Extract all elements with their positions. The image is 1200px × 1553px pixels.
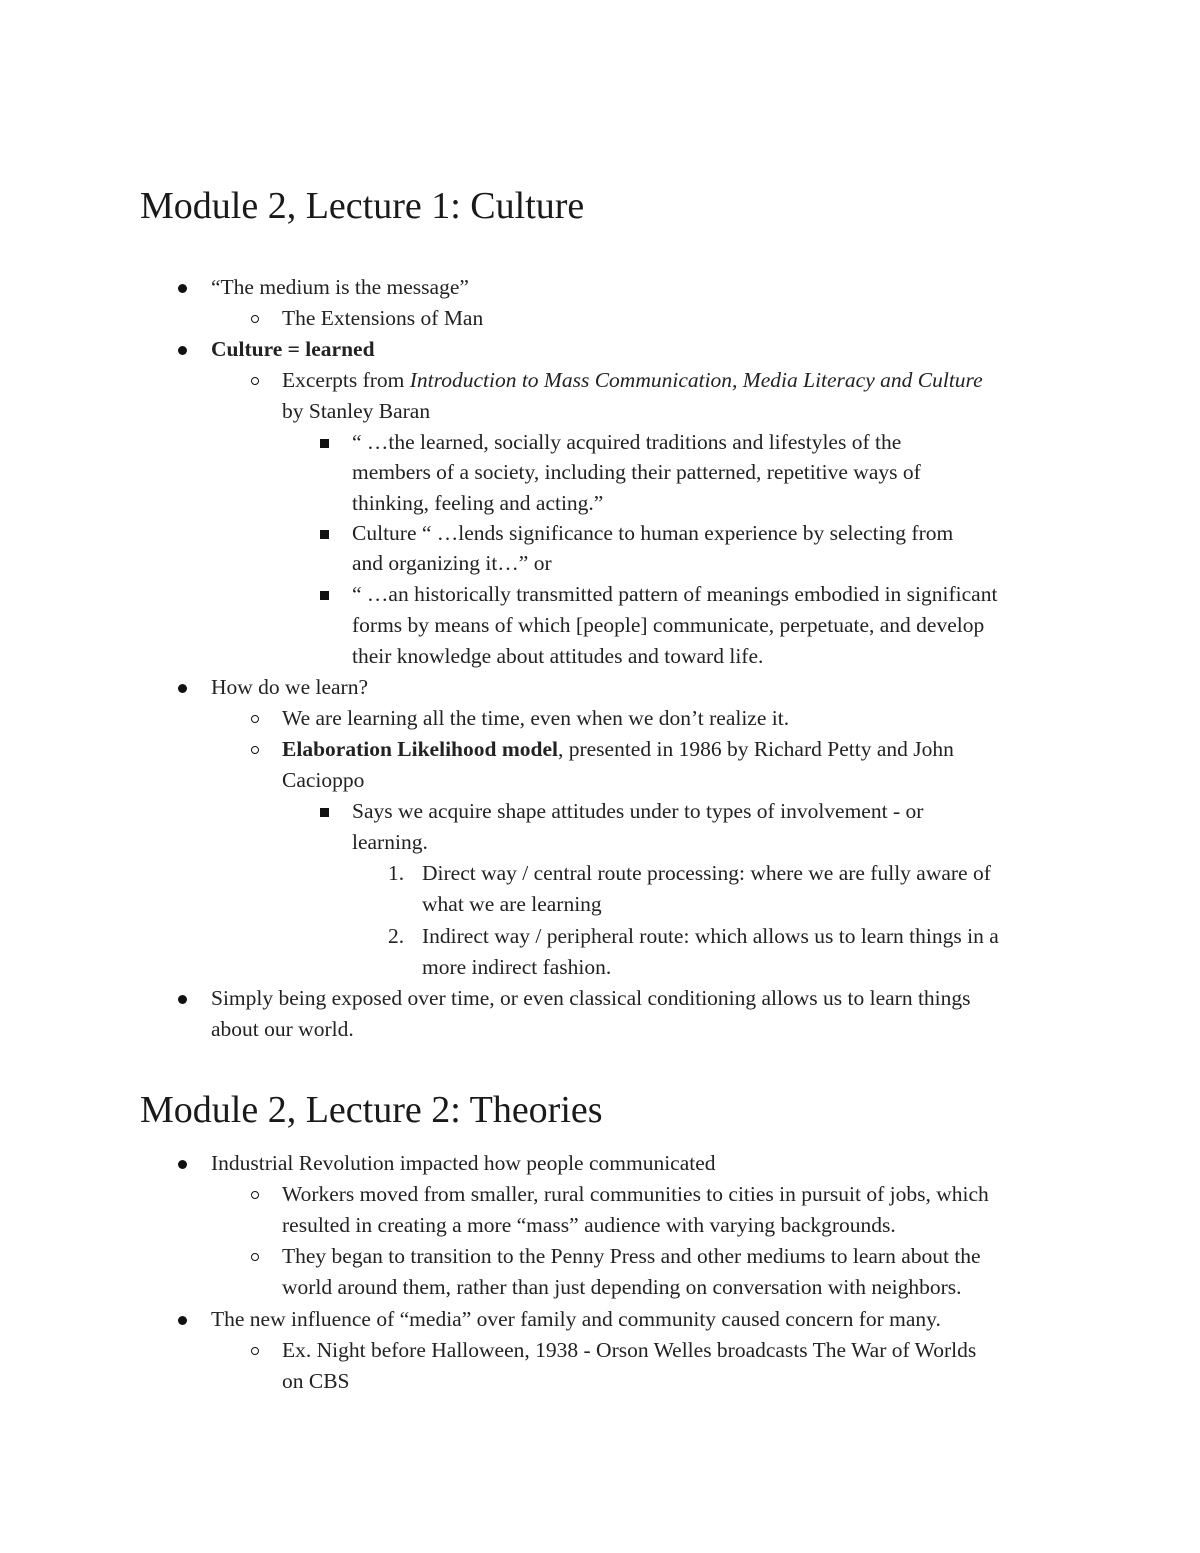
definition-2-line-1: Culture “ …lends significance to human experience by selecting from bbox=[352, 521, 954, 545]
bullet-dot-icon bbox=[178, 1316, 187, 1325]
penny-press-line-1: They began to transition to the Penny Press and other mediums to learn about the bbox=[282, 1244, 981, 1268]
definition-3-line-2: forms by means of which [people] communicate, perpetuate, and develop bbox=[352, 613, 985, 637]
elm-line bbox=[282, 734, 954, 765]
simply-line-1: Simply being exposed over time, or even classical conditioning allows us to learn things bbox=[211, 986, 971, 1010]
how-do-we-learn: How do we learn? bbox=[211, 675, 369, 699]
bullet-dot-icon bbox=[178, 1160, 187, 1169]
halloween-line-1: Ex. Night before Halloween, 1938 - Orson Welles broadcasts The War of Worlds bbox=[282, 1338, 977, 1362]
excerpts-prefix: Excerpts from bbox=[282, 368, 410, 392]
direct-way-line-1: Direct way / central route processing: where we are fully aware of bbox=[422, 861, 991, 885]
definition-3-line-1: “ …an historically transmitted pattern of meanings embodied in significant bbox=[352, 582, 998, 606]
definition-1-line-3: thinking, feeling and acting.” bbox=[352, 491, 604, 515]
culture-learned bbox=[211, 334, 375, 365]
says-line-2: learning. bbox=[352, 830, 428, 854]
direct-way-line-2: what we are learning bbox=[422, 892, 602, 916]
bullet-ring-icon bbox=[251, 377, 259, 385]
indirect-way-line-2: more indirect fashion. bbox=[422, 955, 612, 979]
definition-2-line-2: and organizing it…” or bbox=[352, 551, 552, 575]
definition-3-line-3: their knowledge about attitudes and toward life. bbox=[352, 644, 764, 668]
bullet-ring-icon bbox=[251, 315, 259, 323]
bullet-ring-icon bbox=[251, 1253, 259, 1261]
lecture1-heading: Module 2, Lecture 1: Culture bbox=[140, 185, 585, 227]
bullet-ring-icon bbox=[251, 746, 259, 754]
media-influence: The new influence of “media” over family and community caused concern for many. bbox=[211, 1307, 941, 1331]
bullet-square-icon bbox=[320, 591, 329, 600]
bullet-ring-icon bbox=[251, 1191, 259, 1199]
says-line-1: Says we acquire shape attitudes under to types of involvement - or bbox=[352, 799, 924, 823]
elm-line-2: Cacioppo bbox=[282, 768, 365, 792]
excerpts-author: by Stanley Baran bbox=[282, 399, 431, 423]
industrial-revolution: Industrial Revolution impacted how people communicated bbox=[211, 1151, 716, 1175]
workers-line-2: resulted in creating a more “mass” audience with varying backgrounds. bbox=[282, 1213, 896, 1237]
quote-medium: “The medium is the message” bbox=[211, 275, 469, 299]
lecture2-heading: Module 2, Lecture 2: Theories bbox=[140, 1089, 603, 1131]
bullet-square-icon bbox=[320, 439, 329, 448]
extensions-of-man: The Extensions of Man bbox=[282, 306, 484, 330]
bullet-square-icon bbox=[320, 530, 329, 539]
indirect-way-line-1: Indirect way / peripheral route: which allows us to learn things in a bbox=[422, 924, 999, 948]
workers-line-1: Workers moved from smaller, rural communities to cities in pursuit of jobs, which bbox=[282, 1182, 989, 1206]
bullet-ring-icon bbox=[251, 1347, 259, 1355]
culture-learned-text: Culture = learned bbox=[211, 337, 375, 361]
bullet-ring-icon bbox=[251, 715, 259, 723]
simply-line-2: about our world. bbox=[211, 1017, 354, 1041]
bullet-dot-icon bbox=[178, 346, 187, 355]
bullet-dot-icon bbox=[178, 995, 187, 1004]
book-title: Introduction to Mass Communication, Media Literacy and Culture bbox=[409, 368, 983, 392]
list-number-2: 2. bbox=[388, 924, 405, 948]
halloween-line-2: on CBS bbox=[282, 1369, 350, 1393]
definition-1-line-1: “ …the learned, socially acquired traditions and lifestyles of the bbox=[352, 430, 902, 454]
penny-press-line-2: world around them, rather than just depending on conversation with neighbors. bbox=[282, 1275, 962, 1299]
excerpts-line bbox=[282, 365, 983, 396]
elm-bold: Elaboration Likelihood model bbox=[282, 737, 558, 761]
learning-all-time: We are learning all the time, even when we don’t realize it. bbox=[282, 706, 790, 730]
list-number-1: 1. bbox=[388, 861, 405, 885]
definition-1-line-2: members of a society, including their patterned, repetitive ways of bbox=[352, 460, 921, 484]
bullet-dot-icon bbox=[178, 684, 187, 693]
bullet-dot-icon bbox=[178, 284, 187, 293]
elm-rest: , presented in 1986 by Richard Petty and John bbox=[557, 737, 954, 761]
bullet-square-icon bbox=[320, 808, 329, 817]
